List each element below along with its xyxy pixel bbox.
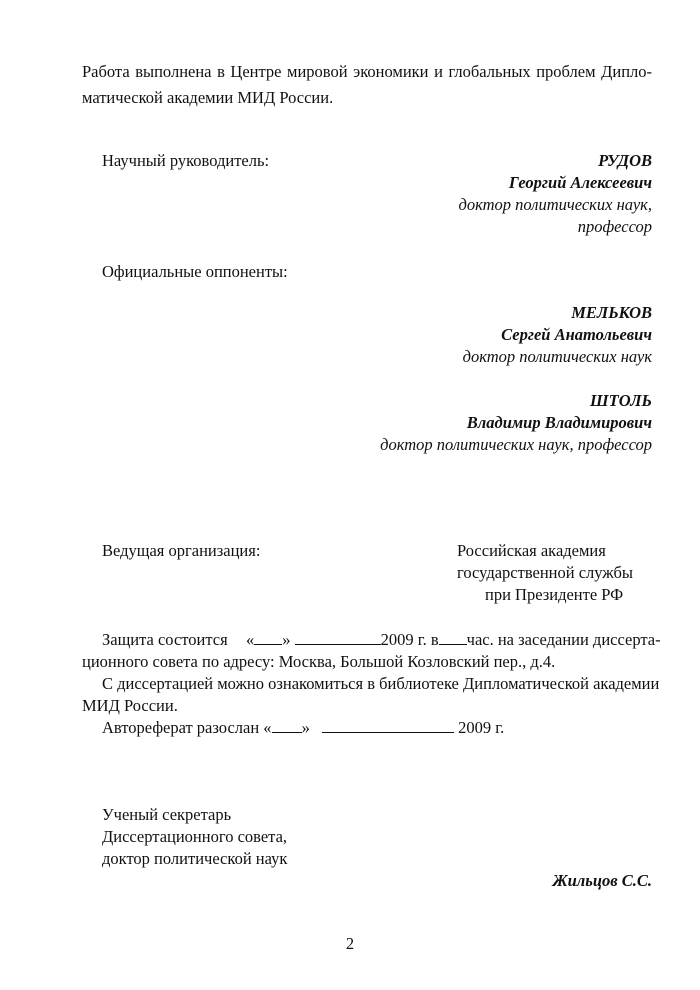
abstract-sent-intro: Автореферат разослан « [102,718,272,737]
opponents-label: Официальные оппоненты: [102,262,288,281]
defense-line-2: ционного совета по адресу: Москва, Большой Козловский пер., д.4. [82,652,556,671]
opponent-2-name: Владимир Владимирович [466,413,652,432]
opponent-1-degree: доктор политических наук [462,347,652,366]
secretary-line-3: доктор политической наук [102,849,288,868]
abstract-year: 2009 г. [458,718,505,737]
secretary-line-1: Ученый секретарь [102,805,232,824]
abstract-day-blank [272,718,302,733]
leading-org-label: Ведущая организация: [102,541,261,560]
hour-blank [439,630,467,645]
opponent-1-name: Сергей Анатольевич [501,325,652,344]
leading-org-line-3: при Президенте РФ [485,585,624,604]
intro-line-2: матической академии МИД России. [82,88,334,107]
abstract-sent-line [102,718,504,738]
defense-quote-close: » [282,630,291,649]
secretary-line-2: Диссертационного совета, [102,827,288,846]
supervisor-label: Научный руководитель: [102,151,270,170]
abstract-month-blank [322,718,454,733]
supervisor-surname: РУДОВ [598,151,652,170]
supervisor-degree: доктор политических наук, [458,195,652,214]
opponent-1-surname: МЕЛЬКОВ [571,303,652,322]
month-blank [295,630,381,645]
page-number: 2 [345,934,355,953]
day-blank [254,630,282,645]
library-line-2: МИД России. [82,696,178,715]
defense-line-1 [102,630,661,650]
secretary-signature-name: Жильцов С.С. [552,871,652,890]
abstract-quote-close: » [301,718,310,737]
leading-org-line-1: Российская академия [457,541,606,560]
opponent-2-surname: ШТОЛЬ [590,391,652,410]
defense-intro: Защита состоится [102,630,228,649]
library-line-1: С диссертацией можно ознакомиться в библиотеке Дипломатической академии [102,674,660,693]
defense-year: 2009 г. в [380,630,439,649]
intro-line-1: Работа выполнена в Центре мировой экономики и глобальных проблем Дипло- [82,62,652,81]
leading-org-line-2: государственной службы [457,563,633,582]
defense-tail: час. на заседании диссерта- [466,630,661,649]
supervisor-name: Георгий Алексеевич [508,173,652,192]
defense-quote-open: « [245,630,255,649]
supervisor-title: профессор [577,217,652,236]
opponent-2-degree: доктор политических наук, профессор [380,435,652,454]
